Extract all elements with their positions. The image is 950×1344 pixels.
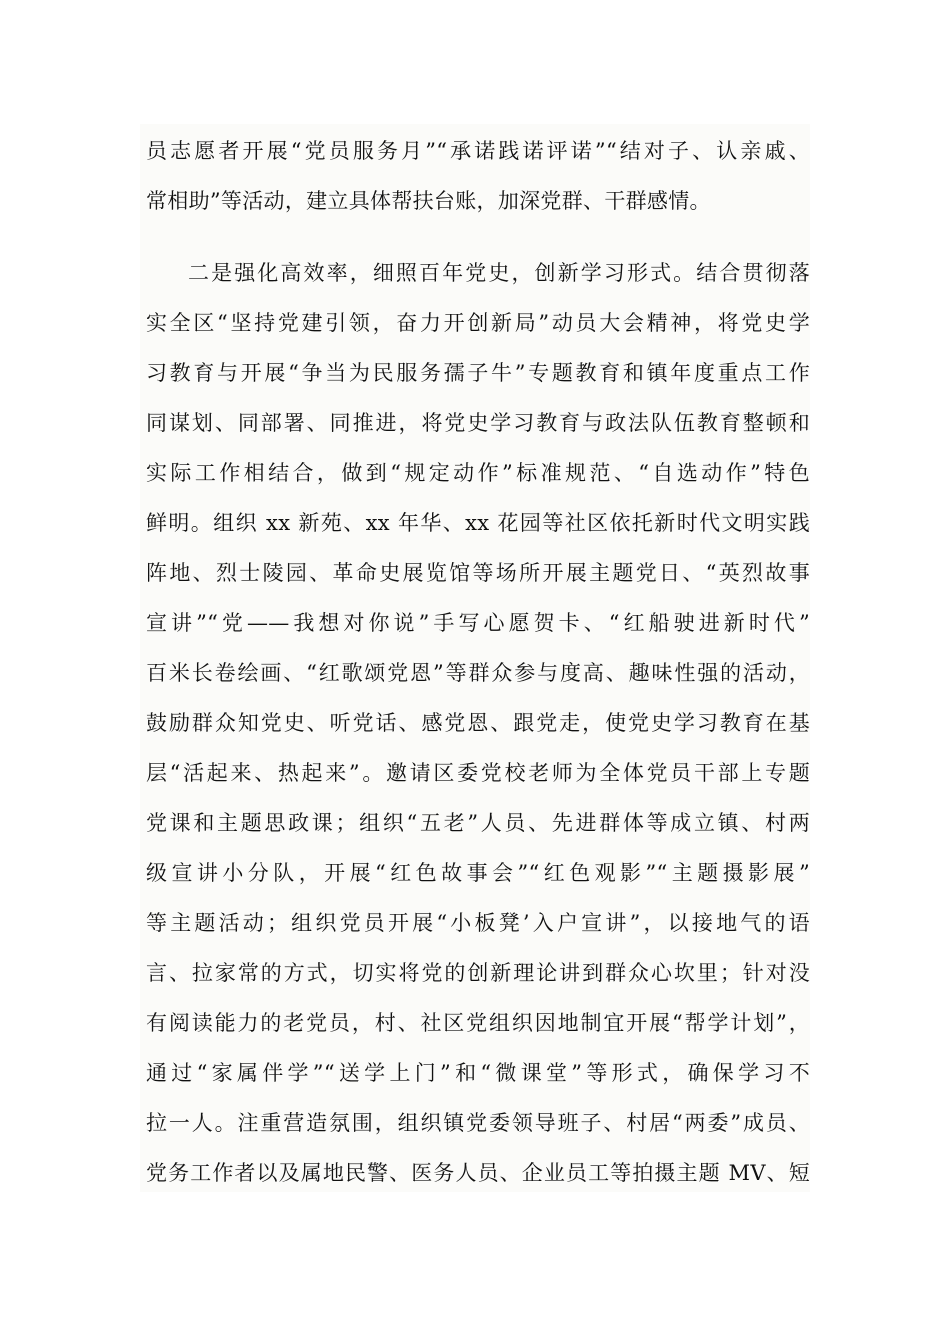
text-line: 常相助”等活动，建立具体帮扶台账，加深党群、干群感情。: [146, 189, 711, 213]
text-line: 习教育与开展“争当为民服务孺子牛”专题教育和镇年度重点工作: [146, 361, 810, 385]
text-line: 百米长卷绘画、“红歌颂党恩”等群众参与度高、趣味性强的活动，: [146, 661, 810, 685]
text-line: 员志愿者开展“党员服务月”“承诺践诺评诺”“结对子、认亲戚、: [146, 139, 810, 163]
text-line: 同谋划、同部署、同推进，将党史学习教育与政法队伍教育整顿和: [146, 411, 810, 435]
text-line: 阵地、烈士陵园、革命史展览馆等场所开展主题党日、“英烈故事: [146, 561, 810, 585]
text-line: 鲜明。组织 xx 新苑、xx 年华、xx 花园等社区依托新时代文明实践: [146, 511, 810, 535]
text-line: 等主题活动；组织党员开展“小板凳’入户宣讲”，以接地气的语: [146, 911, 810, 935]
text-line: 级宣讲小分队，开展“红色故事会”“红色观影”“主题摄影展”: [146, 861, 810, 885]
text-line: 通过“家属伴学”“送学上门”和“微课堂”等形式，确保学习不: [146, 1061, 810, 1085]
paragraph-first-line: 二是强化高效率，细照百年党史，创新学习形式。结合贯彻落: [188, 261, 810, 285]
text-line: 党务工作者以及属地民警、医务人员、企业员工等拍摄主题 MV、短: [146, 1161, 810, 1185]
text-line: 实全区“坚持党建引领，奋力开创新局”动员大会精神，将党史学: [146, 311, 810, 335]
text-line: 鼓励群众知党史、听党话、感党恩、跟党走，使党史学习教育在基: [146, 711, 810, 735]
text-line: 言、拉家常的方式，切实将党的创新理论讲到群众心坎里；针对没: [146, 961, 810, 985]
text-line: 拉一人。注重营造氛围，组织镇党委领导班子、村居“两委”成员、: [146, 1111, 810, 1135]
document-body: [140, 124, 810, 1192]
text-line: 实际工作相结合，做到“规定动作”标准规范、“自选动作”特色: [146, 461, 810, 485]
text-line: 有阅读能力的老党员，村、社区党组织因地制宜开展“帮学计划”，: [146, 1011, 810, 1035]
text-line: 层“活起来、热起来”。邀请区委党校老师为全体党员干部上专题: [146, 761, 810, 785]
text-line: 宣讲”“党——我想对你说”手写心愿贺卡、“红船驶进新时代”: [146, 611, 810, 635]
text-line: 党课和主题思政课；组织“五老”人员、先进群体等成立镇、村两: [146, 811, 810, 835]
